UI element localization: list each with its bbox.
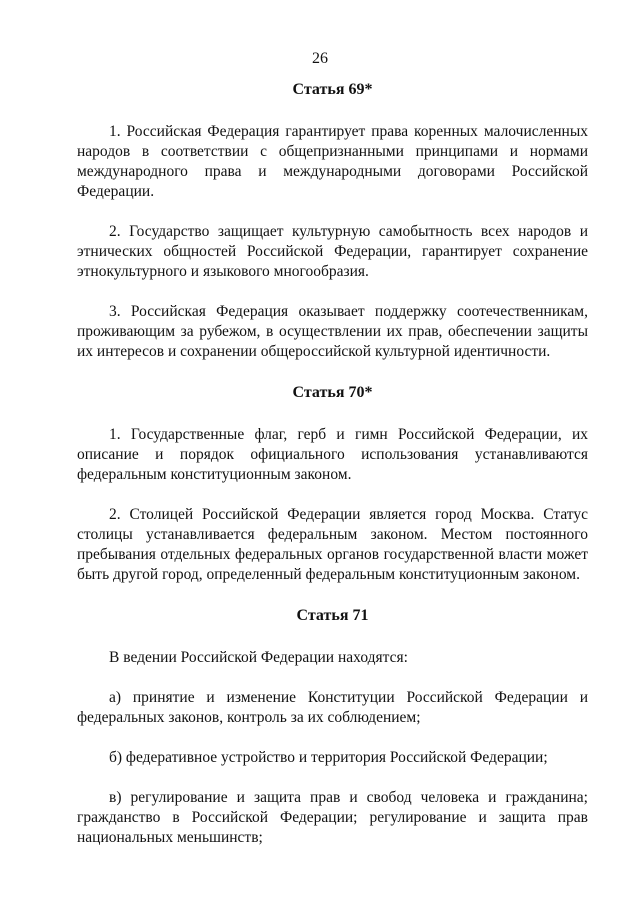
article-69-paragraph-1: 1. Российская Федерация гарантирует права коренных малочисленных народов в соответствии с общепризнанными принципами и нормами международного права и международными договорами Российской Федерации. [77,123,588,200]
article-69-paragraph-3: 3. Российская Федерация оказывает поддержку соотечественникам, проживающим за рубежом, в осуществлении их прав, обеспечении защиты их интересов и сохранении общероссийской культурной идентичности. [77,303,588,360]
article-70-heading: Статья 70* [292,384,373,401]
article-70-paragraph-1: 1. Государственные флаг, герб и гимн Российской Федерации, их описание и порядок официального использования устанавливаются федеральным конституционным законом. [77,426,588,483]
article-71-item-a: а) принятие и изменение Конституции Российской Федерации и федеральных законов, контроль за их соблюдением; [77,689,588,726]
article-71-intro: В ведении Российской Федерации находятся: [109,649,408,666]
article-69-heading: Статья 69* [292,81,373,98]
article-71-item-c: в) регулирование и защита прав и свобод человека и гражданина; гражданство в Российской Федерации; регулирование и защита прав национальных меньшинств; [77,789,588,846]
article-71-heading: Статья 71 [296,607,369,624]
page-number: 26 [312,50,328,67]
article-70-paragraph-2: 2. Столицей Российской Федерации является город Москва. Статус столицы устанавливается федеральным законом. Местом постоянного пребывания отдельных федеральных органов государственной власти может быть другой город, определенный федеральным конституционным законом. [77,506,588,583]
article-69-paragraph-2: 2. Государство защищает культурную самобытность всех народов и этнических общностей Российской Федерации, гарантирует сохранение этнокультурного и языкового многообразия. [77,223,588,280]
article-71-item-b: б) федеративное устройство и территория Российской Федерации; [109,749,548,766]
document-body [77,80,588,848]
